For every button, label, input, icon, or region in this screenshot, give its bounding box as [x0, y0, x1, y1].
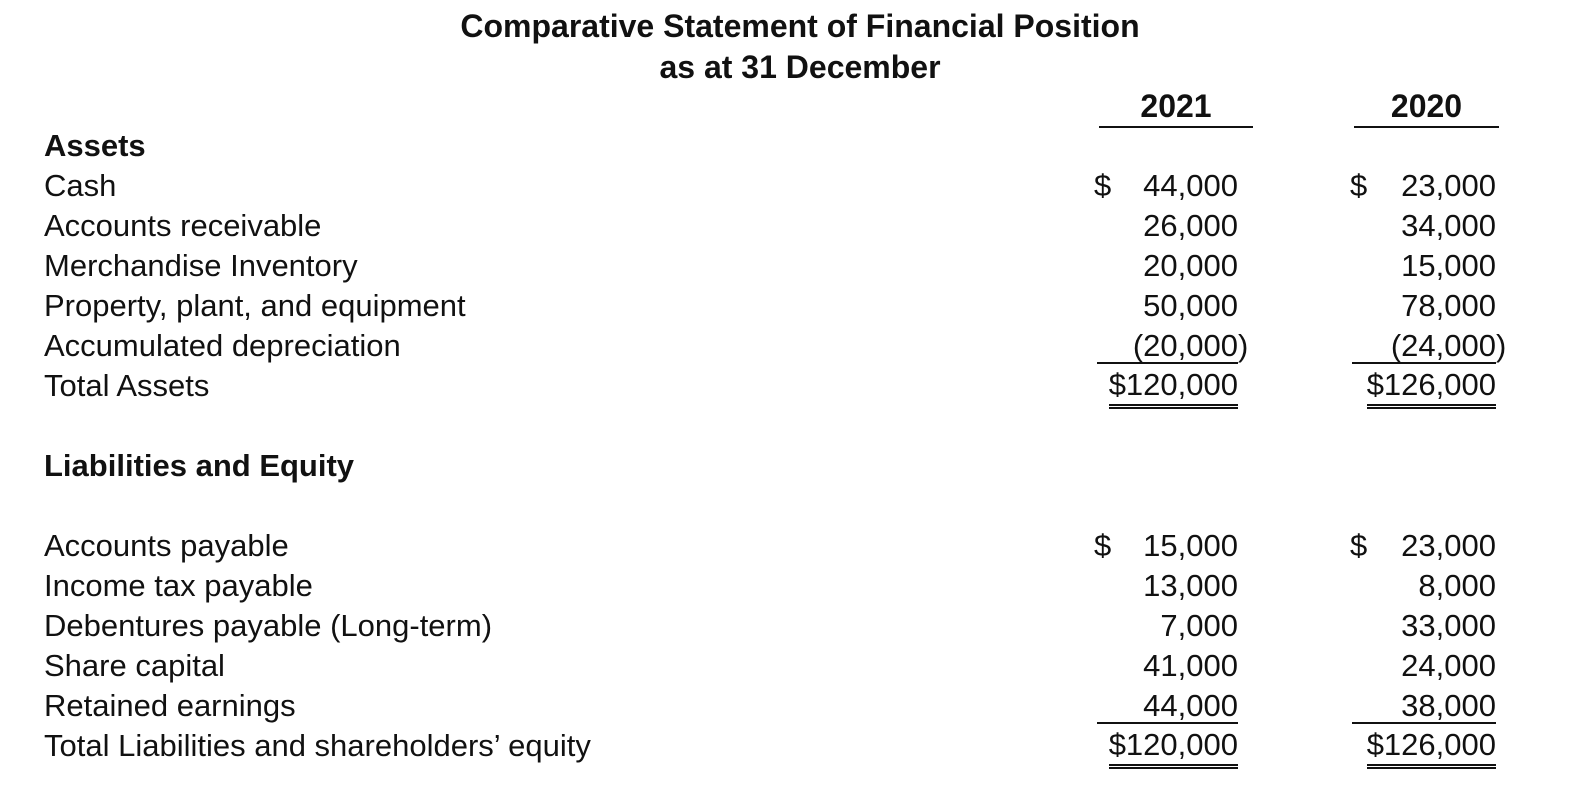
amount-2021	[1094, 206, 1238, 246]
amount-value: 41,000	[1143, 648, 1238, 683]
amount-value: $126,000	[1367, 366, 1496, 409]
amount-2021	[1094, 606, 1238, 646]
amount-value: $120,000	[1109, 366, 1238, 409]
amount-value: 38,000	[1401, 688, 1496, 723]
amount-value: $126,000	[1367, 726, 1496, 769]
amount-value: 20,000	[1143, 248, 1238, 283]
amount-value: 13,000	[1143, 568, 1238, 603]
amount-2020	[1350, 526, 1496, 566]
amount-value: 44,000	[1143, 168, 1238, 203]
amount-2020	[1350, 206, 1496, 246]
amount-2020	[1350, 606, 1496, 646]
amount-2021	[1094, 326, 1249, 366]
amount-value: 23,000	[1401, 168, 1496, 203]
amount-value: 44,000	[1143, 688, 1238, 723]
amount-value	[1132, 326, 1249, 366]
table-row-property-plant-equipment	[0, 286, 1582, 326]
amount-2020	[1350, 726, 1496, 766]
amount-2021	[1094, 646, 1238, 686]
amount-2020	[1350, 246, 1496, 286]
amount-2021	[1094, 166, 1238, 206]
amount-value: $120,000	[1109, 726, 1238, 769]
row-label: Merchandise Inventory	[44, 248, 358, 283]
amount-value: 33,000	[1401, 608, 1496, 643]
row-label: Share capital	[44, 648, 225, 683]
amount-2020	[1350, 646, 1496, 686]
row-label: Accumulated depreciation	[44, 328, 401, 363]
amount-value: 8,000	[1418, 568, 1496, 603]
table-row-accumulated-depreciation	[0, 326, 1582, 366]
row-label: Income tax payable	[44, 568, 313, 603]
amount-2020	[1350, 166, 1496, 206]
amount-2021	[1094, 726, 1238, 766]
amount-2021	[1094, 286, 1238, 326]
liabilities-heading: Liabilities and Equity	[44, 448, 355, 483]
statement-subtitle: as at 31 December	[659, 49, 941, 85]
amount-2021	[1094, 246, 1238, 286]
amount-value: 50,000	[1143, 288, 1238, 323]
row-label: Total Liabilities and shareholders’ equity	[44, 728, 591, 763]
amount-value: 15,000	[1143, 528, 1238, 563]
amount-value	[1390, 326, 1507, 366]
row-label: Accounts payable	[44, 528, 289, 563]
closing-paren: )	[1238, 328, 1249, 363]
amount-2021	[1094, 686, 1238, 726]
amount-2021	[1094, 366, 1238, 406]
table-row-income-tax-payable	[0, 566, 1582, 606]
table-row-share-capital	[0, 646, 1582, 686]
amount-2020	[1350, 286, 1496, 326]
column-header-2021: 2021	[1099, 86, 1253, 128]
amount-digits: (20,000	[1132, 328, 1238, 363]
table-row-debentures-payable	[0, 606, 1582, 646]
statement-title: Comparative Statement of Financial Position	[460, 8, 1140, 44]
amount-value: 24,000	[1401, 648, 1496, 683]
currency-symbol: $	[1094, 528, 1112, 563]
amount-2020	[1350, 566, 1496, 606]
row-label: Accounts receivable	[44, 208, 322, 243]
currency-symbol: $	[1350, 168, 1368, 203]
amount-digits: (24,000	[1390, 328, 1496, 363]
row-label: Debentures payable (Long-term)	[44, 608, 493, 643]
amount-2021	[1094, 526, 1238, 566]
row-label: Total Assets	[44, 368, 210, 403]
amount-2020	[1350, 686, 1496, 726]
amount-value: 7,000	[1160, 608, 1238, 643]
amount-value: 15,000	[1401, 248, 1496, 283]
row-label: Cash	[44, 168, 117, 203]
amount-2021	[1094, 566, 1238, 606]
row-label: Retained earnings	[44, 688, 296, 723]
table-row-total-assets	[0, 366, 1582, 406]
table-row-merchandise-inventory	[0, 246, 1582, 286]
row-label: Property, plant, and equipment	[44, 288, 466, 323]
currency-symbol: $	[1350, 528, 1368, 563]
assets-heading: Assets	[44, 128, 146, 163]
amount-value: 23,000	[1401, 528, 1496, 563]
amount-value: 34,000	[1401, 208, 1496, 243]
amount-2020	[1350, 366, 1496, 406]
closing-paren: )	[1496, 328, 1507, 363]
table-row-total-liabilities-equity	[0, 726, 1582, 766]
table-row-accounts-payable	[0, 526, 1582, 566]
currency-symbol: $	[1094, 168, 1112, 203]
amount-2020	[1350, 326, 1507, 366]
table-row-accounts-receivable	[0, 206, 1582, 246]
column-header-2020: 2020	[1354, 86, 1499, 128]
table-row-cash	[0, 166, 1582, 206]
amount-value: 26,000	[1143, 208, 1238, 243]
table-row-retained-earnings	[0, 686, 1582, 726]
amount-value: 78,000	[1401, 288, 1496, 323]
